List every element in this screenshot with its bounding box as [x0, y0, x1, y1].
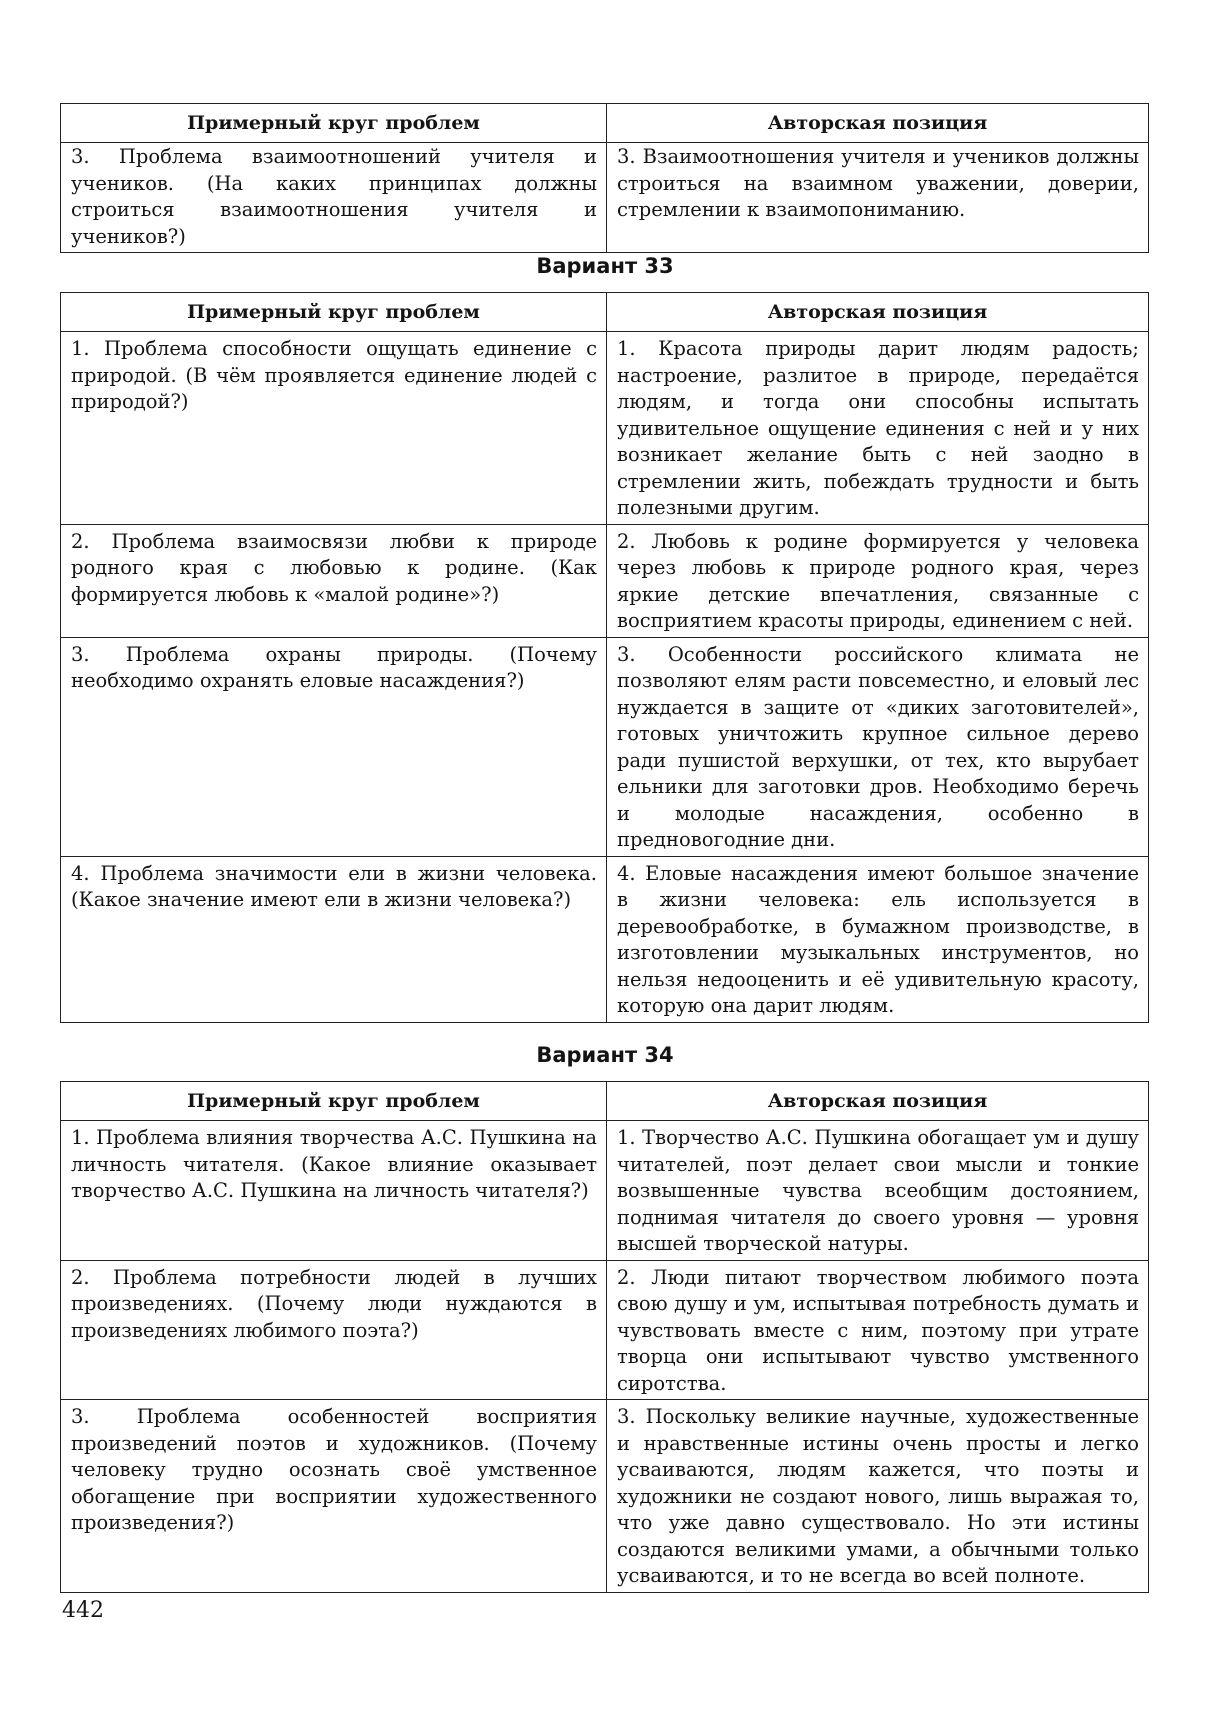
table-row: [61, 1121, 1149, 1261]
header-problems: Примерный круг проблем: [61, 293, 607, 332]
problem-cell: 3. Проблема взаимоотношений учителя и учеников. (На каких принципах должны строиться взаимоотношения учителя и учеников?): [61, 143, 607, 253]
variant-33-title: Вариант 33: [536, 254, 674, 278]
table-header-row: [61, 104, 1149, 143]
position-cell: 3. Взаимоотношения учителя и учеников должны строиться на взаимном уважении, доверии, стремлении к взаимопониманию.: [607, 143, 1149, 253]
header-author-position: Авторская позиция: [607, 104, 1149, 143]
header-author-position: Авторская позиция: [607, 1082, 1149, 1121]
problem-cell: 2. Проблема взаимосвязи любви к природе родного края с любовью к родине. (Как формируется любовь к «малой родине»?): [61, 524, 607, 637]
problem-cell: 4. Проблема значимости ели в жизни человека. (Какое значение имеют ели в жизни человека?): [61, 856, 607, 1022]
variant-34-title: Вариант 34: [536, 1043, 674, 1067]
problem-cell: 1. Проблема влияния творчества А.С. Пушкина на личность читателя. (Какое влияние оказывает творчество А.С. Пушкина на личность читателя?): [61, 1121, 607, 1261]
page-number: 442: [62, 1598, 104, 1623]
position-cell: 1. Красота природы дарит людям радость; настроение, разлитое в природе, передаётся людям, и тогда они способны испытать удивительное ощущение единения с ней и у них возникает желание быть с ней заодно в стремлении жить, побеждать трудности и быть полезными другим.: [607, 332, 1149, 525]
position-cell: 2. Любовь к родине формируется у человека через любовь к природе родного края, через яркие детские впечатления, связанные с восприятием красоты природы, единением с ней.: [607, 524, 1149, 637]
table-header-row: [61, 293, 1149, 332]
problem-cell: 3. Проблема особенностей восприятия произведений поэтов и художников. (Почему человеку трудно осознать своё умственное обогащение при восприятии художественного произведения?): [61, 1400, 607, 1593]
table-header-row: [61, 1082, 1149, 1121]
header-author-position: Авторская позиция: [607, 293, 1149, 332]
table-row: [61, 143, 1149, 253]
position-cell: 1. Творчество А.С. Пушкина обогащает ум и душу читателей, поэт делает свои мысли и тонкие возвышенные чувства всеобщим достоянием, поднимая читателя до своего уровня — уровня высшей творческой натуры.: [607, 1121, 1149, 1261]
table-variant-33: [60, 292, 1149, 1023]
header-problems: Примерный круг проблем: [61, 104, 607, 143]
problem-cell: 3. Проблема охраны природы. (Почему необходимо охранять еловые насаждения?): [61, 637, 607, 856]
table-row: [61, 637, 1149, 856]
table-row: [61, 332, 1149, 525]
table-row: [61, 1260, 1149, 1400]
position-cell: 3. Поскольку великие научные, художественные и нравственные истины очень просты и легко усваиваются, людям кажется, что поэты и художники не создают нового, лишь выражая то, что уже давно существовало. Но эти истины создаются великими умами, а обычными только усваиваются, и то не всегда во всей полноте.: [607, 1400, 1149, 1593]
position-cell: 3. Особенности российского климата не позволяют елям расти повсеместно, и еловый лес нуждается в защите от «диких заготовителей», готовых уничтожить крупное сильное дерево ради пушистой верхушки, от тех, кто вырубает ельники для заготовки дров. Необходимо беречь и молодые насаждения, особенно в предновогодние дни.: [607, 637, 1149, 856]
position-cell: 4. Еловые насаждения имеют большое значение в жизни человека: ель используется в деревообработке, в бумажном производстве, в изготовлении музыкальных инструментов, но нельзя недооценить и её удивительную красоту, которую она дарит людям.: [607, 856, 1149, 1022]
problem-cell: 1. Проблема способности ощущать единение с природой. (В чём проявляется единение людей с природой?): [61, 332, 607, 525]
table-row: [61, 856, 1149, 1022]
problem-cell: 2. Проблема потребности людей в лучших произведениях. (Почему люди нуждаются в произведениях любимого поэта?): [61, 1260, 607, 1400]
table-continuation: [60, 103, 1149, 253]
header-problems: Примерный круг проблем: [61, 1082, 607, 1121]
table-row: [61, 524, 1149, 637]
position-cell: 2. Люди питают творчеством любимого поэта свою душу и ум, испытывая потребность думать и чувствовать вместе с ним, поэтому при утрате творца они испытывают чувство умственного сиротства.: [607, 1260, 1149, 1400]
table-variant-34: [60, 1081, 1149, 1593]
table-row: [61, 1400, 1149, 1593]
